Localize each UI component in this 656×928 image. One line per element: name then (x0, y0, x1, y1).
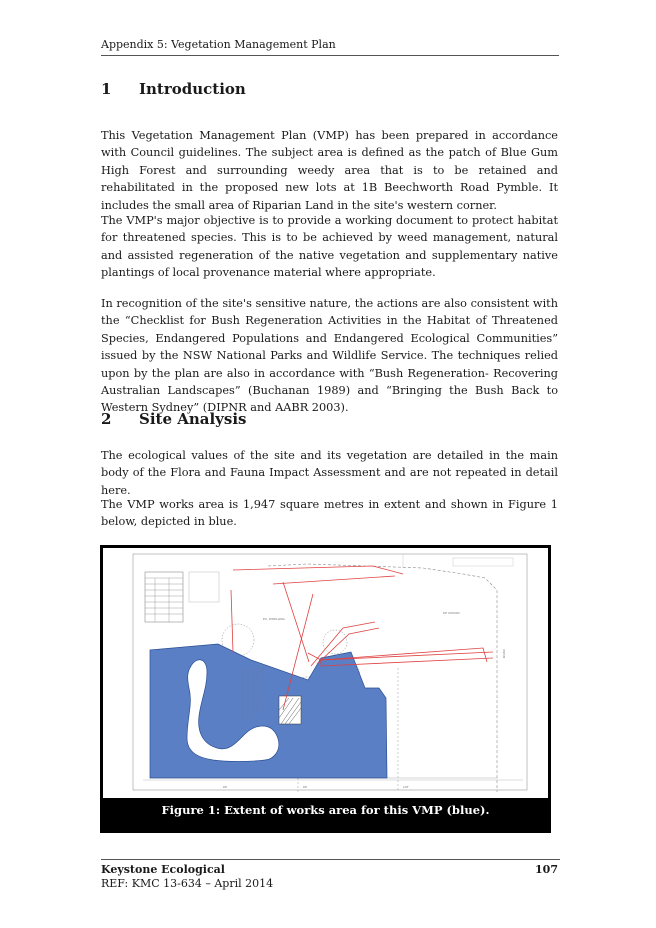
svg-text:DP: DP (223, 785, 228, 789)
section-title: Site Analysis (139, 410, 247, 428)
site-paragraph-1: The ecological values of the site and its vegetation are detailed in the main body of the Flora and Fauna Impact Assessment and are not repeated in detail here. (101, 449, 558, 497)
works-area-polygon (150, 644, 387, 778)
section-heading-introduction (101, 80, 246, 98)
page-number: 107 (535, 863, 558, 876)
section-number: 2 (101, 410, 112, 428)
running-header: Appendix 5: Vegetation Management Plan (101, 38, 559, 56)
svg-text:DP: DP (303, 785, 308, 789)
svg-text:DP 000000: DP 000000 (443, 611, 460, 615)
footer-rule (101, 859, 560, 860)
legend-table (145, 572, 219, 622)
footer-organisation: Keystone Ecological (101, 863, 225, 876)
svg-text:EX. DWELLING: EX. DWELLING (263, 617, 285, 621)
section-title: Introduction (139, 80, 246, 98)
intro-paragraph-1: This Vegetation Management Plan (VMP) has been prepared in accordance with Council guidelines. The subject area is defined as the patch of Blue Gum High Forest and surrounding weedy area that is to be retained and rehabilitated in the proposed new lots at 1B Beechworth Road Pymble. It includes the small area of Riparian Land in the site's western corner. (101, 129, 558, 212)
section-number: 1 (101, 80, 112, 98)
site-plan-map (103, 548, 548, 798)
section-heading-site-analysis (101, 410, 247, 428)
figure-caption: Figure 1: Extent of works area for this VMP (blue). (161, 803, 490, 817)
intro-paragraph-2: The VMP's major objective is to provide a working document to protect habitat for threatened species. This is to be achieved by weed management, natural and assisted regeneration of the native vegetation and supplementary native plantings of local provenance material where appropriate. (101, 214, 558, 280)
svg-text:ROAD: ROAD (502, 649, 506, 658)
svg-text:LOT: LOT (403, 785, 409, 789)
building-footprint (279, 696, 301, 724)
figure-1 (100, 545, 551, 833)
site-plan-drawing (103, 548, 548, 798)
footer-reference: REF: KMC 13-634 – April 2014 (101, 877, 274, 890)
intro-paragraph-3: In recognition of the site's sensitive nature, the actions are also consistent with the “Checklist for Bush Regeneration Activities in the Habitat of Threatened Species, Endangered Populations and Endangered Ecological Communities” issued by the NSW National Parks and Wildlife Service. The techniques relied upon by the plan are also in accordance with “Bush Regeneration- Recovering Australian Landscapes” (Buchanan 1989) and “Bringing the Bush Back to Western Sydney” (DIPNR and AABR 2003). (101, 297, 558, 415)
site-paragraph-2: The VMP works area is 1,947 square metres in extent and shown in Figure 1 below, depicted in blue. (101, 498, 558, 529)
footer (101, 863, 273, 891)
